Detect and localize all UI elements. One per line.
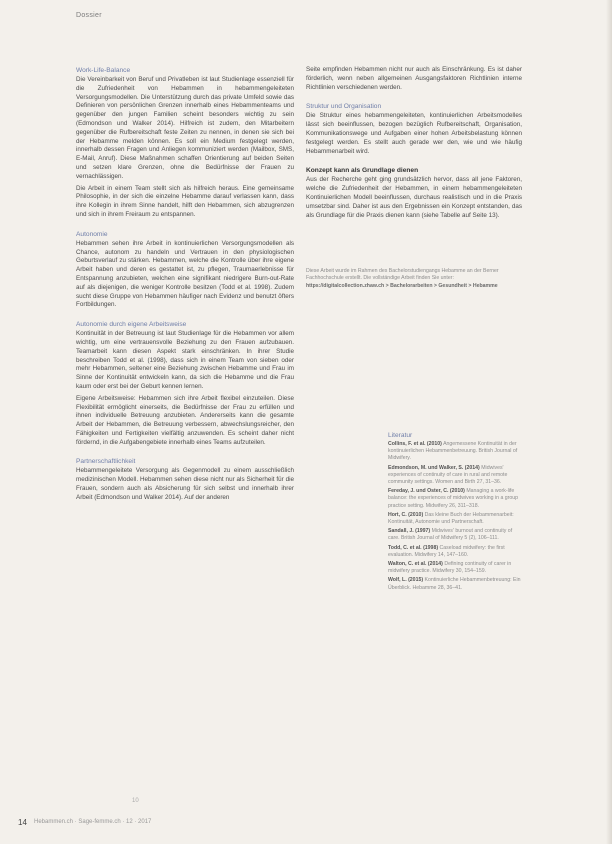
- literature-text: Caseload midwifery: the first evaluation. Midwifery 14, 147–160.: [388, 544, 505, 558]
- literature-author: Fereday, J. und Oster, C. (2010): [388, 488, 465, 495]
- section-heading: Partnerschaftlichkeit: [76, 458, 136, 466]
- literature-text: Angemessene Kontinuität in der kontinuierlichen Hebammenbetreuung. British Journal of Midwifery.: [388, 441, 518, 462]
- literature-list: [388, 441, 522, 592]
- literature-text: Midwives' experiences of continuity of care in rural and remote community settings. Women and Birth 27, 31–36.: [388, 464, 508, 486]
- literature-text: Kontinuierliche Hebammenbetreuung: Ein Überblick. Hebamme 28, 36–41.: [388, 577, 521, 591]
- literature-entry: [388, 465, 522, 487]
- body-paragraph: Kontinuität in der Betreuung ist laut Studienlage für die Hebammen vor allem wichtig, um eine vertrauensvolle Beziehung zu den Frauen aufzubauen. Teamarbeit kann diesen Aspekt stark einschränken. In ihrer Studie beschreiben Todd et al. (1998), dass sich in einem Team von sieben oder mehr Hebammen, seltener eine Beziehung zwischen Hebamme und Frau im Sinne der Kontinuität entwickeln kann, da sich die Hebamme und die Frau kaum oder erst bei der Geburt kennen lernen.: [76, 330, 294, 390]
- right-column: [306, 66, 522, 223]
- footer-text: Hebammen.ch · Sage-femme.ch · 12 · 2017: [34, 819, 152, 825]
- literature-entry: [388, 577, 522, 591]
- left-column: [76, 66, 294, 506]
- section-gap: [76, 313, 294, 320]
- literature-title: Literatur: [388, 432, 413, 439]
- page-number: 14: [18, 818, 27, 827]
- body-paragraph: Die Arbeit in einem Team stellt sich als hilfreich heraus. Eine gemeinsame Philosophie, in der sich die einzelne Hebamme darauf verlassen kann, dass ihre Kollegin in ihrem Sinne handelt, hilft den Hebammen, sich abzugrenzen und sich in ihrem Freiraum zu entspannen.: [76, 184, 294, 218]
- section-heading: Konzept kann als Grundlage dienen: [306, 167, 419, 175]
- body-paragraph: Eigene Arbeitsweise: Hebammen sich ihre Arbeit flexibel einzuteilen. Diese Flexibilität ermöglicht einerseits, die Bedürfnisse der Frau zu erfüllen und ihnen individuelle Betreuung anzubieten. Andererseits kann die gesamte Arbeit der Hebammen, die Betreuung verbessern, abwechslungsreicher, den Fähigkeiten und Fertigkeiten vielfältig anzuwenden. Es scheint daher nicht fördernd, in die Aufgabengebiete innerhalb eines Teams aufzuteilen.: [76, 394, 294, 446]
- literature-entry: [388, 545, 522, 559]
- literature-author: Todd, C. et al. (1998): [388, 544, 439, 551]
- source-note-link[interactable]: https://digitalcollection.zhaw.ch > Bachelorarbeiten > Gesundheit > Hebamme: [306, 282, 498, 289]
- section-gap: [306, 95, 522, 102]
- literature-author: Wolf, L. (2015): [388, 577, 424, 584]
- body-paragraph: Hebammen sehen ihre Arbeit in kontinuierlichen Versorgungsmodellen als Chance, autonom zu handeln und Vertrauen in den physiologischen Geburtsverlauf zu stärken. Hebammen, welche die Kontrolle über ihre eigene Arbeit haben und deren es gestattet ist, zu pflegen, Traumaerlebnisse für Entspannung anzubieten, welchen eine signifikant niedrigere Burn-out-Rate auf als diejenigen, die weniger Kontrolle besitzen (Todd et al. 1998). Zudem sucht diese Gruppe von Hebammen häufiger nach Evidenz und benutzt öfters Fortbildungen.: [76, 239, 294, 309]
- literature-entry: [388, 441, 522, 463]
- body-paragraph: Hebammengeleitete Versorgung als Gegenmodell zu einem ausschließlich medizinischen Modell. Hebammen sehen diese nicht nur als Sicherheit für die Frauen, sondern auch als Absicherung für sich selbst und innerhalb ihrer Arbeit (Edmondson und Walker 2014). Auf der anderen: [76, 467, 294, 501]
- literature-text: Managing a work-life balance: the experiences of midwives working in a group practice setting. Midwifery 26, 311–318.: [388, 488, 519, 509]
- literature-entry: [388, 528, 522, 542]
- section-heading: Work-Life-Balance: [76, 67, 131, 74]
- literature-box: [388, 432, 522, 594]
- literature-entry: [388, 512, 522, 526]
- section-heading: Autonomie durch eigene Arbeitsweise: [76, 321, 187, 329]
- body-paragraph: Aus der Recherche geht ging grundsätzlich hervor, dass all jene Faktoren, welche die Zufriedenheit der Hebammen, in einem hebammengeleiteten Kontinuierlichen Modell beeinflussen, durchaus realistisch und in die Praxis umsetzbar sind. Daher ist aus den Ergebnissen ein Konzept entstanden, das als Grundlage für die Praxis dienen kann (siehe Tabelle auf Seite 13).: [306, 176, 522, 219]
- literature-author: Walton, C. et al. (2014): [388, 561, 443, 568]
- source-note-text: Diese Arbeit wurde im Rahmen des Bachelorstudiengangs Hebamme an der Berner Fachhochschule erstellt. Die vollständige Arbeit finden Sie unter:: [306, 268, 499, 282]
- section-label: Dossier: [76, 12, 102, 19]
- literature-text: Defining continuity of carer in midwifery practice. Midwifery 30, 154–159.: [388, 561, 512, 575]
- page-edge: [606, 0, 612, 844]
- section-gap: [76, 223, 294, 230]
- source-note: [306, 268, 522, 290]
- literature-author: Sandall, J. (1997): [388, 528, 431, 535]
- section-heading: Struktur und Organisation: [306, 103, 382, 111]
- literature-author: Collins, F. et al. (2010): [388, 441, 442, 447]
- literature-text: Das kleine Buch der Hebammenarbeit: Kontinuität, Autonomie und Partnerschaft.: [388, 511, 514, 526]
- section-gap: [76, 450, 294, 457]
- literature-entry: [388, 488, 522, 510]
- literature-author: Hort, C. (2010): [388, 511, 424, 518]
- section-gap: [306, 159, 522, 166]
- body-paragraph: Die Struktur eines hebammengeleiteten, kontinuierlichen Arbeitsmodelles lässt sich beeinflussen, bezogen bezüglich Rufbereitschaft, Organisation, Kommunikationswege und Aufgaben einer hohen Arbeitsbelastung können festgelegt werden. Es stellt auch gerade wer den, wie und wie häufig Hebammenarbeit wird.: [306, 112, 522, 155]
- literature-entry: [388, 561, 522, 575]
- literature-text: Midwives' burnout and continuity of care. British Journal of Midwifery 5 (2), 106–111.: [388, 528, 513, 542]
- body-paragraph: Seite empfinden Hebammen nicht nur auch als Einschränkung. Es ist daher förderlich, wenn neben allgemeinen Ausgangsfaktoren Richtlinien interne Richtlinien verschiedenen werden.: [306, 66, 522, 91]
- scan-mark: 10: [132, 798, 139, 804]
- section-heading: Autonomie: [76, 230, 108, 238]
- body-paragraph: Die Vereinbarkeit von Beruf und Privatleben ist laut Studienlage essenziell für die Zufriedenheit von Hebammen in hebammengeleiteten Versorgungsmodellen. Die Unterstützung durch das private Umfeld sowie das Definieren von persönlichen Grenzen innerhalb eines Hebammenteams und gegenüber den jungen Familien scheint besonders wichtig zu sein (Edmondson und Walker 2014). Hilfreich ist zudem, den Mitarbeitern gegenüber die Rufbereitschaft feste Zeiten zu nennen, in denen sie sich bei der Hebamme melden können. Es soll ein Medium festgelegt werden, innerhalb dessen Fragen und Anliegen kommuniziert werden (Mailbox, SMS, E-Mail, Anruf). Diese Maßnahmen schaffen Orientierung auf beiden Seiten und setzen klare Grenzen, ohne die Bedürfnisse der Frauen zu vernachlässigen.: [76, 76, 294, 180]
- literature-author: Edmondson, M. und Walker, S. (2014): [388, 464, 480, 471]
